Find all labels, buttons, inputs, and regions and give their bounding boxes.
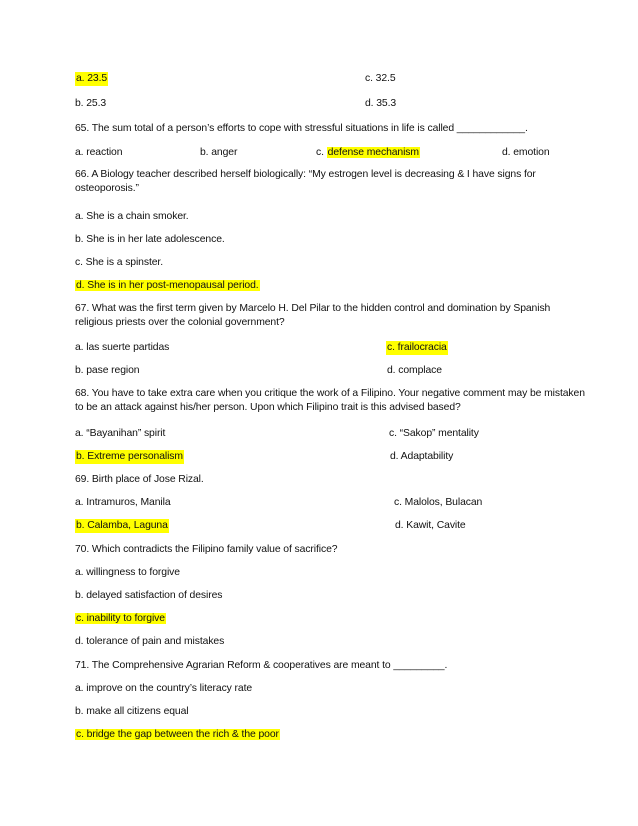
q66-option-d-line xyxy=(75,279,260,293)
q69-options-row-1 xyxy=(75,496,575,510)
q71-question: 71. The Comprehensive Agrarian Reform & cooperatives are meant to _________. xyxy=(75,660,448,671)
q64-option-a: a. 23.5 xyxy=(76,73,108,84)
q65-option-c: c. defense mechanism xyxy=(316,147,419,158)
q71-option-c-line xyxy=(75,728,280,742)
q67-option-d: d. complace xyxy=(387,365,442,376)
q70-option-c: c. inability to forgive xyxy=(76,613,165,624)
q66-option-d: d. She is in her post-menopausal period. xyxy=(76,280,259,291)
q68-option-d: d. Adaptability xyxy=(390,451,454,462)
q66-option-c: c. She is a spinster. xyxy=(75,257,163,268)
q71-option-c: c. bridge the gap between the rich & the poor xyxy=(76,729,279,740)
q65-options-row xyxy=(75,146,575,160)
q65-question: 65. The sum total of a person’s efforts to cope with stressful situations in life is called ____________. xyxy=(75,123,528,134)
q67-options-row-1 xyxy=(75,341,575,355)
q69-options-row-2 xyxy=(75,519,575,533)
q70-question: 70. Which contradicts the Filipino family value of sacrifice? xyxy=(75,544,338,555)
q69-question: 69. Birth place of Jose Rizal. xyxy=(75,474,204,485)
q67-options-row-2 xyxy=(75,364,575,378)
q70-option-c-line xyxy=(75,612,166,626)
q70-option-d: d. tolerance of pain and mistakes xyxy=(75,636,225,647)
q68-option-b: b. Extreme personalism xyxy=(76,451,183,462)
q64-option-b: b. 25.3 xyxy=(75,98,107,109)
q67-option-a: a. las suerte partidas xyxy=(75,342,170,353)
q69-option-c: c. Malolos, Bulacan xyxy=(394,497,483,508)
q66-question: 66. A Biology teacher described herself biologically: “My estrogen level is decreasing & I have signs for osteoporosis.” xyxy=(75,169,536,194)
q69-option-d: d. Kawit, Cavite xyxy=(395,520,466,531)
q66-option-b: b. She is in her late adolescence. xyxy=(75,234,225,245)
q68-question: 68. You have to take extra care when you critique the work of a Filipino. Your negative comment may be mistaken to be an attack against his/her person. Upon which Filipino trait is this advised based? xyxy=(75,388,585,413)
q64-options-row-2 xyxy=(75,97,555,111)
q68-options-row-2 xyxy=(75,450,575,464)
q64-options-row-1 xyxy=(75,72,555,86)
q67-option-c: c. frailocracia xyxy=(387,342,447,353)
q71-option-b: b. make all citizens equal xyxy=(75,706,189,717)
q68-option-a: a. “Bayanihan” spirit xyxy=(75,428,166,439)
q67-question: 67. What was the first term given by Marcelo H. Del Pilar to the hidden control and domination by Spanish religious priests over the colonial government? xyxy=(75,303,551,328)
q65-option-b: b. anger xyxy=(200,147,238,158)
q65-option-a: a. reaction xyxy=(75,147,123,158)
q71-option-a: a. improve on the country’s literacy rate xyxy=(75,683,253,694)
q68-option-c: c. “Sakop” mentality xyxy=(389,428,479,439)
q70-option-a: a. willingness to forgive xyxy=(75,567,180,578)
q68-options-row-1 xyxy=(75,427,575,441)
q67-option-b: b. pase region xyxy=(75,365,140,376)
q70-option-b: b. delayed satisfaction of desires xyxy=(75,590,223,601)
q65-option-d: d. emotion xyxy=(502,147,550,158)
q69-option-b: b. Calamba, Laguna xyxy=(76,520,168,531)
q64-option-c: c. 32.5 xyxy=(365,73,396,84)
q65-answer-highlight: defense mechanism xyxy=(327,147,419,158)
q69-option-a: a. Intramuros, Manila xyxy=(75,497,171,508)
q66-option-a: a. She is a chain smoker. xyxy=(75,211,189,222)
q64-option-d: d. 35.3 xyxy=(365,98,397,109)
